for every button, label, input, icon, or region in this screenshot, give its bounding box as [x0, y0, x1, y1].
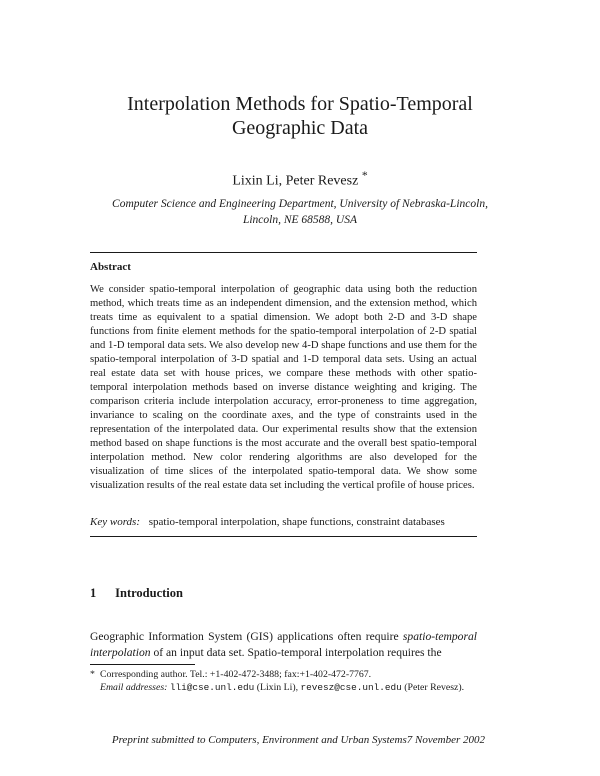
- keywords-label: Key words:: [90, 516, 141, 528]
- author-names: Lixin Li, Peter Revesz: [232, 173, 359, 189]
- section-heading: [90, 586, 183, 601]
- section-number: 1: [90, 586, 97, 600]
- footnote-mark: *: [90, 669, 95, 680]
- paper-title: [60, 92, 540, 140]
- email-link-1[interactable]: lli@cse.unl.edu: [169, 682, 255, 693]
- title-line-2: Geographic Data: [231, 117, 369, 139]
- abstract-text: We consider spatio-temporal interpolation of geographic data using both the reduction method, which treats time as an independent dimension, and the extension method, which treats time as equivalent to a spatial dimension. We adopt both 2-D and 3-D shape functions from finite element methods for the spatio-temporal interpolation of 2-D spatial and 1-D temporal data sets. We also develop new 4-D shape functions and use them for the spatio-temporal interpolation of 3-D spatial and 1-D temporal data sets. Using an actual real estate data set with house prices, we compare these methods with other spatio-temporal interpolation methods based on inverse distance weighting and kriging. The comparison criteria include interpolation accuracy, error-proneness to time aggregation, invariance to scaling on the coordinate axes, and the type of constraints used in the representation of the interpolated data. Our experimental results show that the extension method based on shape functions is the most accurate and the overall best spatio-temporal interpolation method. New color rendering algorithms are also developed for the visualization of time slices of the interpolated spatio-temporal data. We show some visualization results of the real estate data set including the vertical profile of house prices.: [90, 284, 477, 491]
- footnote-rule: [90, 664, 195, 665]
- email-link-2[interactable]: revesz@cse.unl.edu: [300, 682, 402, 693]
- intro-text-end: of an input data set. Spatio-temporal interpolation requires the: [150, 646, 442, 659]
- affiliation: [80, 196, 520, 228]
- section-title: Introduction: [115, 586, 183, 600]
- abstract-top-rule: [90, 252, 477, 253]
- email-label: Email addresses:: [100, 682, 168, 693]
- abstract-heading: Abstract: [90, 261, 131, 273]
- authors: [60, 169, 540, 190]
- email-name-1: (Lixin Li),: [256, 682, 299, 693]
- intro-text-start: Geographic Information System (GIS) applications often require: [90, 630, 403, 643]
- corresponding-mark: *: [361, 169, 368, 182]
- preprint-footer: Preprint submitted to Computers, Environment and Urban Systems7 November 2002: [111, 734, 485, 746]
- affiliation-line-2: Lincoln, NE 68588, USA: [242, 214, 358, 226]
- intro-paragraph: [90, 629, 477, 661]
- title-line-1: Interpolation Methods for Spatio-Temporal: [127, 93, 473, 115]
- keywords-text: spatio-temporal interpolation, shape functions, constraint databases: [148, 516, 445, 528]
- affiliation-line-1: Computer Science and Engineering Department, University of Nebraska-Lincoln,: [112, 198, 488, 210]
- keywords: [90, 516, 477, 528]
- footnote-corresponding: Corresponding author. Tel.: +1-402-472-3488; fax:+1-402-472-7767.: [100, 669, 372, 680]
- intro-text-emphasis: spatio-temporal interpolation: [90, 630, 477, 659]
- email-name-2: (Peter Revesz).: [404, 682, 465, 693]
- abstract-bottom-rule: [90, 536, 477, 537]
- footnote: [90, 668, 477, 694]
